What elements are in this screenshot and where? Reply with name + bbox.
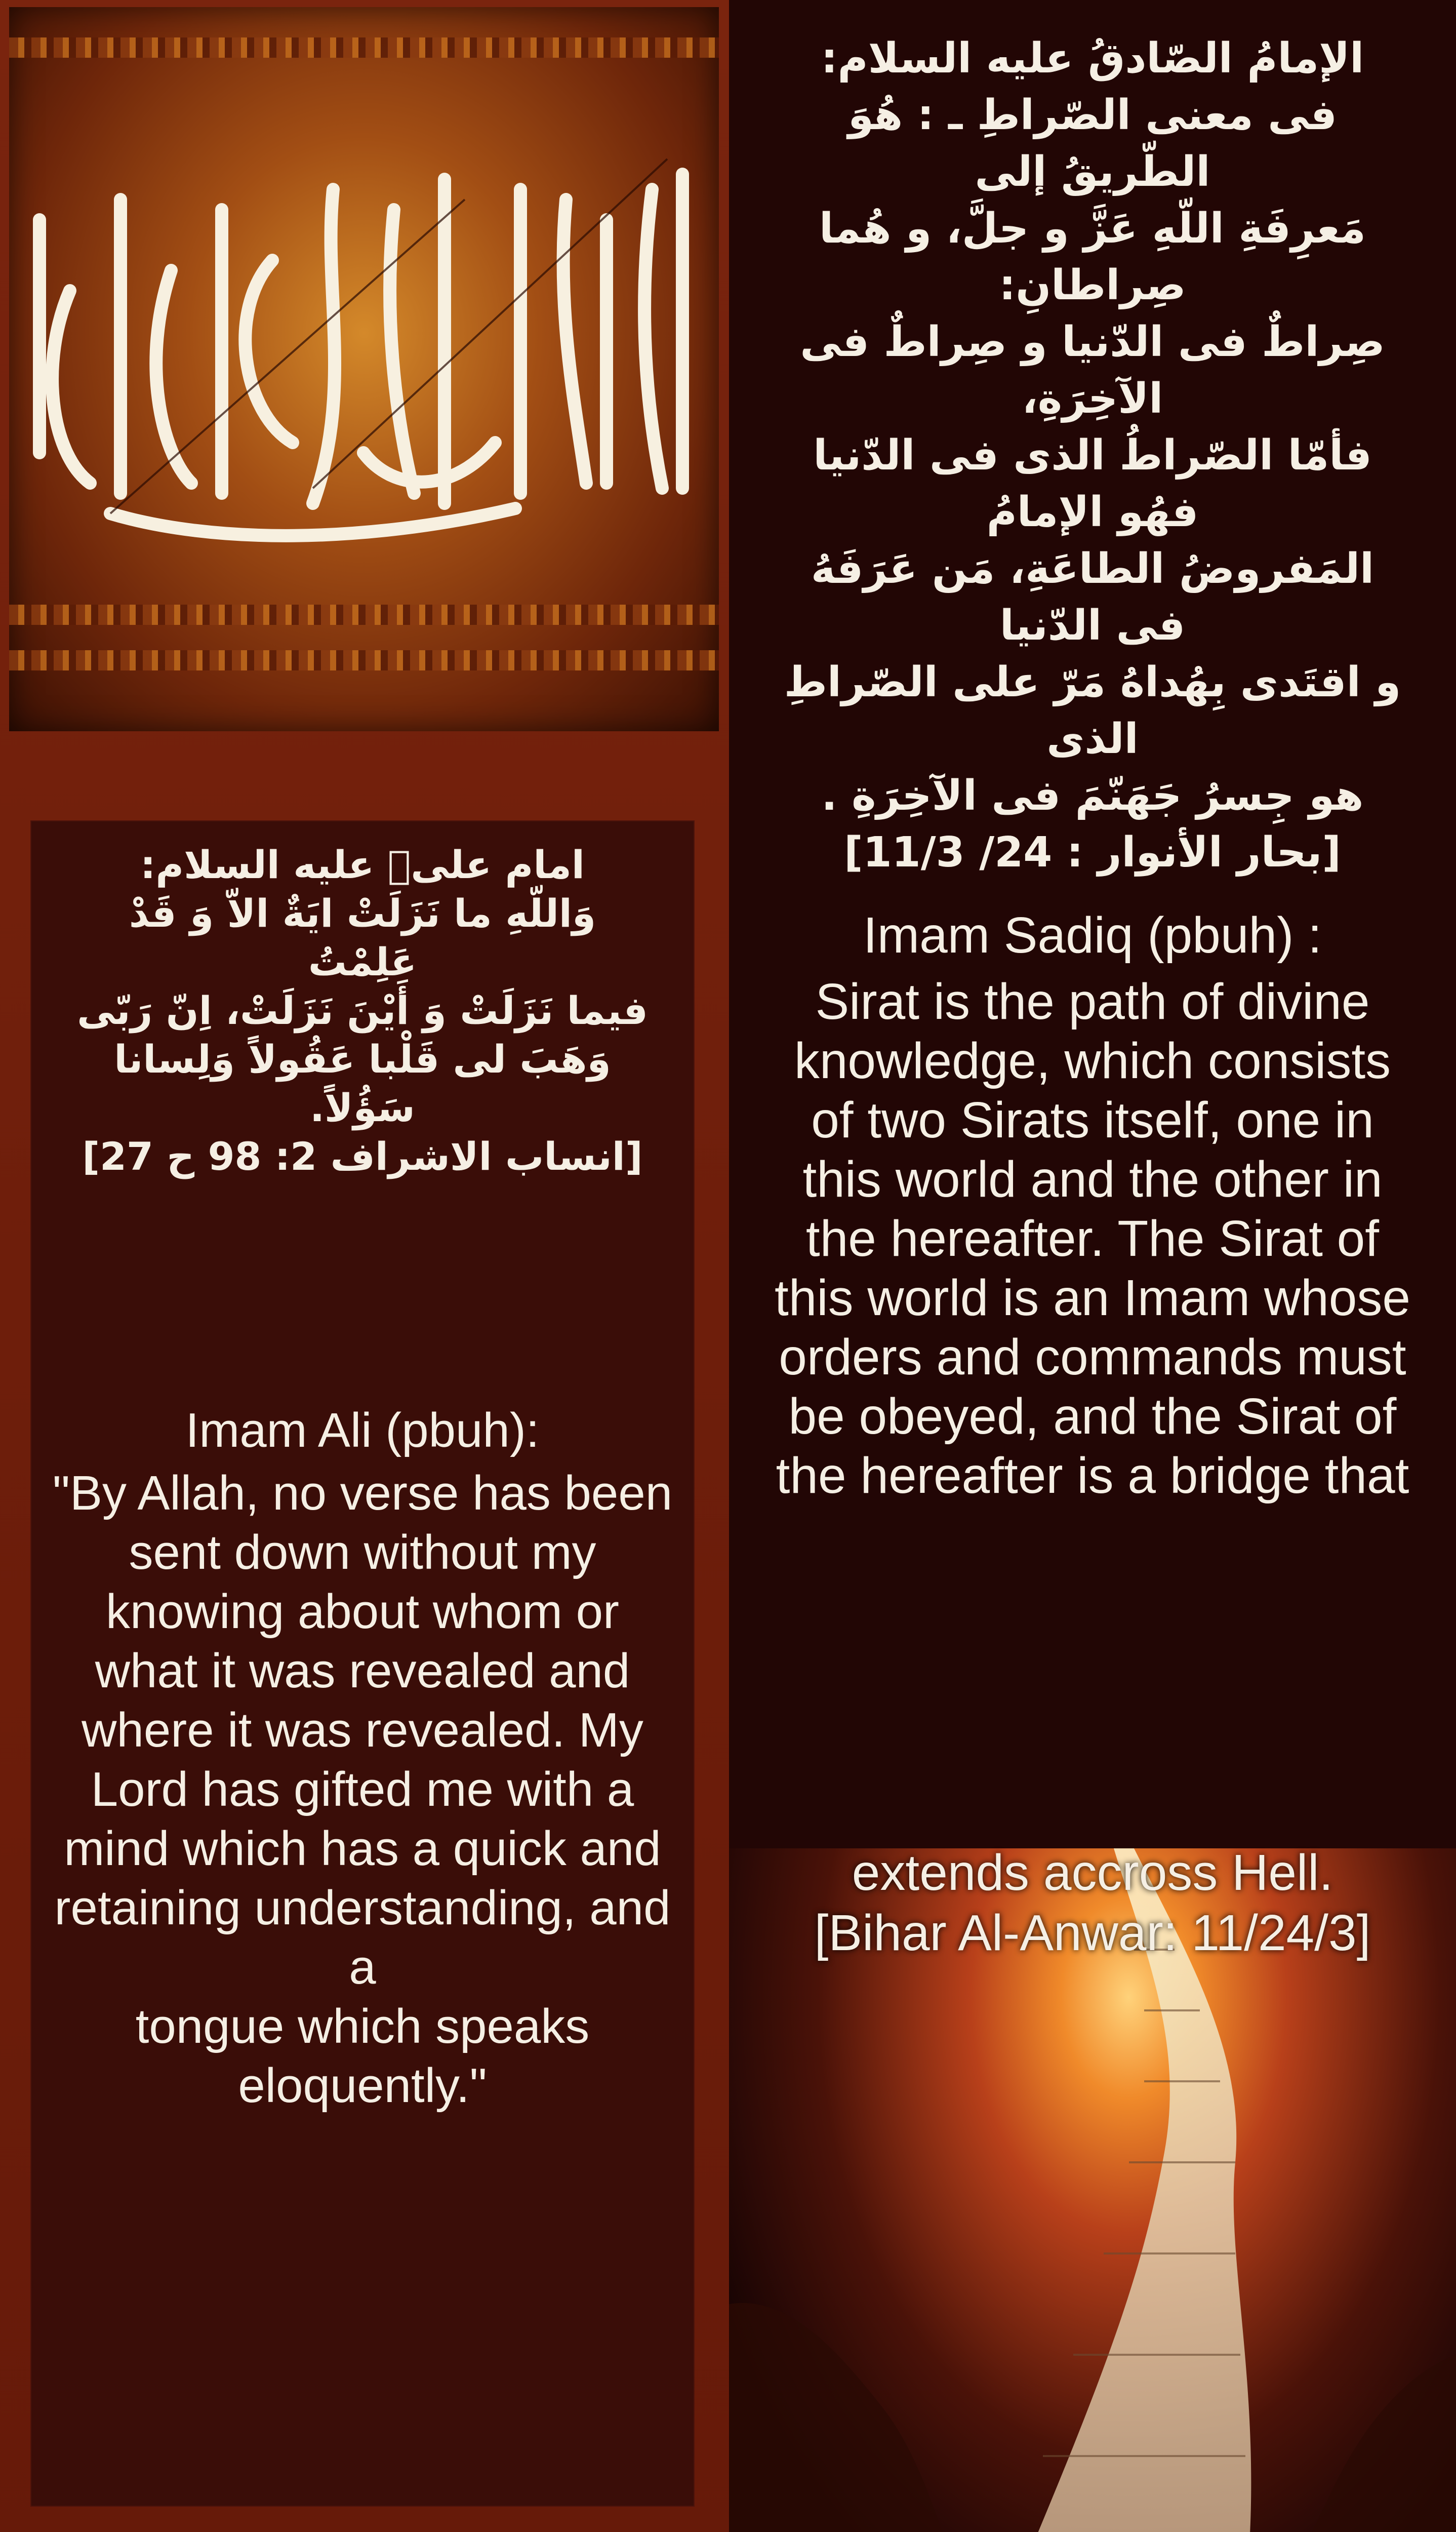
english-line: the hereafter. The Sirat of: [805, 1210, 1380, 1267]
arabic-line: الإمامُ الصّادقُ علیه السلام:: [821, 34, 1364, 83]
arabic-quote: [729, 30, 1456, 881]
arabic-line: فیما نَزَلَتْ وَ أَیْنَ نَزَلَتْ، اِنّ رَبّی: [77, 988, 648, 1033]
imam-sadiq-quote-card: [729, 0, 1456, 1884]
english-line: extends accross Hell.: [852, 1844, 1333, 1901]
english-line: retaining understanding, and a: [54, 1881, 671, 1994]
english-quote: [729, 972, 1456, 1506]
english-quote-title: Imam Ali (pbuh):: [185, 1403, 540, 1457]
arabic-line: فی معنی الصّراطِ ـ : هُوَ الطّریقُ إلی: [848, 91, 1337, 196]
arabic-line: وَاللّهِ ما نَزَلَتْ ایَةٌ الاّ وَ قَدْ عَلِمْتُ: [129, 891, 596, 984]
english-line: this world is an Imam whose: [774, 1270, 1410, 1326]
arabic-line: صِراطٌ فی الدّنیا و صِراطٌ فی الآخِرَةِ،: [800, 318, 1385, 423]
english-line: the hereafter is a bridge that: [776, 1447, 1409, 1504]
arabic-quote: [30, 841, 695, 1181]
arabic-line: هو جِسرُ جَهَنّمَ فی الآخِرَةِ .: [821, 772, 1364, 820]
arabic-line: المَفروضُ الطاعَةِ، مَن عَرَفَهُ فی الدّنیا: [811, 545, 1374, 650]
english-quote-title: Imam Sadiq (pbuh) :: [863, 907, 1322, 964]
arabic-line: وَهَبَ لی قَلْبا عَقُولاً وَلِسانا سَؤُلاً.: [114, 1037, 611, 1130]
english-line: what it was revealed and: [95, 1644, 630, 1698]
imam-ali-quote-card: [30, 820, 695, 2507]
arabic-line: فأمّا الصّراطُ الذی فی الدّنیا فهُو الإمامُ: [813, 431, 1372, 536]
calligraphy-banner: [9, 7, 719, 731]
english-line: this world and the other in: [802, 1151, 1383, 1208]
english-line: knowledge, which consists: [794, 1033, 1391, 1089]
calligraphy-strokes: [9, 7, 719, 731]
english-line: Sirat is the path of divine: [815, 973, 1370, 1030]
arabic-reference: [بحار الأنوار : 24/ 11/3]: [844, 828, 1341, 877]
english-line: where it was revealed. My: [82, 1703, 643, 1757]
english-line: orders and commands must: [779, 1329, 1406, 1386]
english-reference: [Bihar Al-Anwar: 11/24/3]: [814, 1905, 1371, 1961]
english-line: "By Allah, no verse has been: [52, 1466, 673, 1520]
english-line: be obeyed, and the Sirat of: [788, 1388, 1397, 1445]
english-line: sent down without my: [129, 1525, 596, 1579]
arabic-line: امام علیؑ علیه السلام:: [140, 842, 585, 887]
english-line: of two Sirats itself, one in: [811, 1092, 1374, 1149]
english-line: mind which has a quick and: [64, 1822, 661, 1876]
english-line: knowing about whom or: [106, 1585, 619, 1639]
english-line: Lord has gifted me with a: [91, 1762, 634, 1816]
arabic-line: مَعرِفَةِ اللّهِ عَزَّ و جلَّ، و هُما صِراطانِ:: [819, 205, 1366, 309]
english-line: tongue which speaks eloquently.": [135, 1999, 590, 2113]
english-quote: [30, 1463, 695, 2115]
arabic-line: و اقتَدی بِهُداهُ مَرّ علی الصّراطِ الذی: [784, 658, 1401, 763]
arabic-reference: [انساب الاشراف 2: 98 ح 27]: [82, 1134, 643, 1179]
